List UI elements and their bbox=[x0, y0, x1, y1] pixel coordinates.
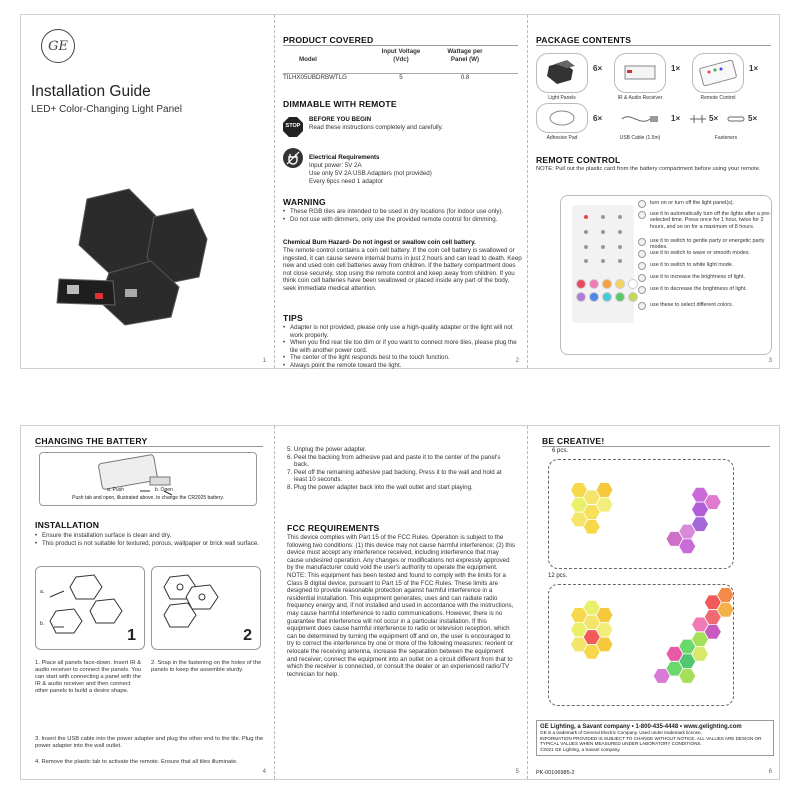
label-6pcs: 6 pcs. bbox=[552, 448, 569, 454]
steps-cont bbox=[287, 446, 515, 492]
panel-fcc bbox=[274, 426, 527, 779]
remote-desc-text: use it to automatically turn off the lights after a pre-selected time. Press once for 1 hour, twice for 2 hours, and so on for a maximum of 8 hours. bbox=[650, 211, 771, 230]
footer-info: INFORMATION PROVIDED IS SUBJECT TO CHANGE WITHOUT NOTICE. ALL VALUES ARE DESIGN OR TYPICAL VALUES WHEN MEASURED UNDER LABORATORY CONDITIONS. bbox=[540, 735, 762, 747]
remote-desc-item bbox=[638, 286, 772, 294]
remote-button-icon bbox=[638, 274, 646, 282]
step-item: 6. Peel the backing from adhesive pad and paste it to the center of the panel's back. bbox=[287, 453, 501, 469]
warning-item: • Do not use with dimmers, only use the provided remote control for dimming. bbox=[283, 216, 521, 224]
tip-item: • Always point the remote toward the light. bbox=[283, 362, 521, 370]
remote-desc-text: turn on or turn off the light panel(s). bbox=[650, 200, 735, 206]
remote-button-icon bbox=[638, 250, 646, 258]
remote-button-icon bbox=[638, 238, 646, 246]
stop-sign-text: STOP bbox=[285, 123, 301, 129]
color-swatch bbox=[576, 279, 586, 289]
footer-tm: GE is a trademark of General Electric Company. Used under trademark license. bbox=[540, 730, 702, 735]
page-number: 4 bbox=[262, 769, 266, 775]
product-heading: PRODUCT COVERED bbox=[283, 35, 374, 45]
hex-tile bbox=[666, 647, 683, 662]
remote-desc-item bbox=[638, 238, 772, 251]
adhesive-pad-box bbox=[536, 103, 588, 133]
warning-list bbox=[283, 208, 521, 223]
receiver-box bbox=[614, 53, 666, 93]
color-swatch bbox=[602, 292, 612, 302]
fcc-text: This device complies with Part 15 of the FCC Rules. Operation is subject to the following two conditions: (1) this device may not cause harmful interference; (2) this device must accept any interference received, including interference that may cause undesired operation. Any changes or modifications not expressly approved by the manufacturer could void the user's authority to operate the equipment. NOTE: This equipment has been tested and found to comply with the limits for a Class B digital device, pursuant to Part 15 of the FCC Rules. These limits are designed to provide reasonable protection against harmful interference in a residential installation. This equipment generates, uses and can radiate radio frequency energy and, if not installed and used in accordance with the instructions, may cause harmful interference to radio communications. However, there is no guarantee that interference will not occur in a particular installation. If this equipment does cause harmful interference to radio or television reception, which can be determined by turning the equipment off and on, the user is encouraged to try to correct the interference by one or more of the following measures: reorient or relocate the receiving antenna, increase the separation between the equipment and receiver, connect the equipment into an outlet on a circuit different from that to which the receiver is connected, or consult the dealer or an experienced radio/TV technician for help. bbox=[287, 534, 516, 678]
chem-text: The remote control contains a coin cell battery. If the coin cell battery is swallowed or ingested, it can cause severe internal burns in just 2 hours and can lead to death. Keep new and used coin cell batteries away from children. If the battery compartment does not close securely, stop using the remote control and keep away from children. If you think coin cell batteries have been swallowed or placed inside any part of the body, seek immediate medical attention. bbox=[283, 247, 522, 292]
fastener-icon bbox=[726, 113, 746, 125]
sheet-back bbox=[20, 425, 780, 780]
item-label: Fasteners bbox=[714, 135, 738, 141]
tip-item: • The center of the light responds best to the touch function. bbox=[283, 354, 521, 362]
cover-subtitle: LED+ Color-Changing Light Panel bbox=[31, 104, 182, 115]
label-12pcs: 12 pcs. bbox=[548, 573, 568, 579]
open-label: b. Open bbox=[155, 487, 173, 493]
page-number: 6 bbox=[768, 769, 772, 775]
hex-tile bbox=[679, 669, 696, 684]
qty: 5× bbox=[709, 114, 719, 123]
tips-list bbox=[283, 324, 521, 370]
divider bbox=[542, 446, 770, 447]
item-label: USB Cable (1.5m) bbox=[619, 135, 661, 141]
remote-button-icon bbox=[638, 262, 646, 270]
remote-desc-item bbox=[638, 200, 772, 208]
fcc-heading: FCC REQUIREMENTS bbox=[287, 523, 380, 533]
usb-cable-icon bbox=[620, 111, 660, 127]
warning-heading: WARNING bbox=[283, 197, 326, 207]
tips-heading: TIPS bbox=[283, 313, 303, 323]
ge-logo bbox=[41, 29, 75, 63]
elec-line: Use only 5V 2A USB Adapters (not provided) bbox=[309, 170, 432, 177]
tip-item: • Adapter is not provided, please only use a high-quality adapter or the light will not work properly. bbox=[283, 324, 521, 339]
install-heading: INSTALLATION bbox=[35, 520, 100, 530]
remote-desc-item bbox=[638, 302, 772, 310]
footer-box bbox=[536, 720, 774, 756]
hex-tile bbox=[692, 502, 709, 517]
remote-desc-item bbox=[638, 262, 772, 270]
remote-desc-item bbox=[638, 274, 772, 282]
step1-number: 1 bbox=[127, 627, 136, 644]
ge-logo-text: GE bbox=[48, 38, 68, 54]
item-label: Remote Control bbox=[700, 95, 736, 101]
elec-line: Every 6pcs need 1 adaptor bbox=[309, 178, 383, 185]
wattage-cell: 0.8 bbox=[460, 74, 470, 81]
model-cell: TILHX05UBDRBWTLG bbox=[283, 74, 347, 81]
qty: 6× bbox=[593, 114, 603, 123]
light-panels-box bbox=[536, 53, 588, 93]
step2-number: 2 bbox=[243, 627, 252, 644]
remote-box bbox=[692, 53, 744, 93]
col-voltage-header: Input Voltage (Vdc) bbox=[381, 48, 421, 63]
page-number: 2 bbox=[515, 358, 519, 364]
layout-6pcs-frame bbox=[548, 459, 734, 569]
qty: 1× bbox=[749, 64, 759, 73]
page-number: 5 bbox=[515, 769, 519, 775]
remote-desc-text: use it to decrease the brightness of light. bbox=[650, 286, 747, 292]
step2-figure bbox=[151, 566, 261, 650]
color-swatch bbox=[615, 279, 625, 289]
remote-desc-item bbox=[638, 211, 772, 230]
remote-heading: REMOTE CONTROL bbox=[536, 155, 621, 165]
fig-label-b: b. bbox=[40, 621, 45, 627]
voltage-cell: 5 bbox=[399, 74, 403, 81]
hex-tile bbox=[571, 512, 588, 527]
elec-line: Input power: 5V 2A bbox=[309, 162, 362, 169]
remote-button-icon bbox=[638, 302, 646, 310]
hex-tile bbox=[692, 517, 709, 532]
item-label: Adhesive Pad bbox=[546, 135, 578, 141]
step-item: 8. Plug the power adapter back into the wall outlet and start playing. bbox=[287, 483, 473, 491]
color-swatch bbox=[589, 279, 599, 289]
layout-6pcs bbox=[549, 460, 733, 568]
battery-heading: CHANGING THE BATTERY bbox=[35, 436, 148, 446]
step4-text: 4. Remove the plastic tab to activate the remote. Ensure that all tiles illuminate. bbox=[35, 759, 238, 765]
color-swatch bbox=[589, 292, 599, 302]
qty: 1× bbox=[671, 114, 681, 123]
page-number: 1 bbox=[262, 358, 266, 364]
panel-cover bbox=[21, 15, 274, 368]
panels-illustration bbox=[29, 177, 209, 327]
layout-12pcs-frame bbox=[548, 584, 734, 706]
page-number: 3 bbox=[768, 358, 772, 364]
chem-title: Chemical Burn Hazard- Do not ingest or swallow coin cell battery. bbox=[283, 239, 476, 246]
remote-desc-text: use it to increase the brightness of light. bbox=[650, 274, 745, 280]
color-swatch bbox=[628, 292, 638, 302]
color-swatch bbox=[615, 292, 625, 302]
layout-12pcs bbox=[549, 585, 733, 705]
col-model-header: Model bbox=[299, 56, 317, 63]
divider bbox=[35, 446, 263, 447]
panel-creative bbox=[527, 426, 780, 779]
fig-label-a: a. bbox=[40, 589, 45, 595]
item-label: Light Panels bbox=[548, 95, 576, 101]
remote-button-icon bbox=[638, 211, 646, 219]
plug-icon bbox=[283, 148, 303, 168]
footer-copy: ©2021 GE Lighting, a Savant company. bbox=[540, 746, 621, 752]
step2-text: 2. Snap in the fastening on the holes of the panels to keep the assemble sturdy. bbox=[151, 660, 262, 673]
step-item: 5. Unplug the power adapter. bbox=[287, 446, 367, 453]
footer-main: GE Lighting, a Savant company • 1-800-435-4448 • www.gelighting.com bbox=[540, 724, 742, 730]
color-swatch bbox=[628, 279, 638, 289]
remote-desc-text: use these to select different colors. bbox=[650, 302, 734, 308]
step3-text: 3. Insert the USB cable into the power adapter and plug the other end to the tile. Plug the power adapter into the wall outlet. bbox=[35, 736, 264, 749]
warning-item: • These RGB tiles are intended to be used in dry locations (for indoor use only). bbox=[283, 208, 521, 216]
dimmable-heading: DIMMABLE WITH REMOTE bbox=[283, 99, 397, 109]
hex-tile bbox=[692, 647, 709, 662]
part-number: PK-00106985-2 bbox=[536, 770, 575, 776]
qty: 5× bbox=[748, 114, 758, 123]
creative-heading: BE CREATIVE! bbox=[542, 436, 605, 446]
hex-tile bbox=[679, 539, 696, 554]
panel-product bbox=[274, 15, 527, 368]
tip-item: • When you find rear tile too dim or if you want to connect more tiles, please plug the tile with another power cord. bbox=[283, 339, 521, 354]
divider bbox=[536, 45, 771, 46]
step-item: 7. Peel off the remaining adhesive pad backing. Press it to the wall and hold at least 10 seconds. bbox=[287, 468, 502, 484]
hex-tile bbox=[704, 624, 721, 639]
battery-caption: Push tab and open, illustrated above, to change the CR2025 battery. bbox=[72, 495, 224, 501]
item-label: IR & Audio Receiver bbox=[617, 95, 663, 101]
package-heading: PACKAGE CONTENTS bbox=[536, 35, 632, 45]
remote-desc-text: use it to switch to gentle party or energetic party modes. bbox=[650, 238, 765, 251]
step1-text: 1. Place all panels face-down. Insert IR & audio receiver to connect the panels. You can start with connecting a panel with the IR & audio receiver and then connect other panels to build a desire shape. bbox=[35, 660, 142, 694]
remote-button-icon bbox=[638, 200, 646, 208]
install-list bbox=[35, 532, 265, 547]
divider bbox=[283, 45, 518, 46]
color-swatches bbox=[576, 279, 632, 302]
remote-desc-text: use it to switch to wave or smooth modes. bbox=[650, 250, 751, 256]
remote-button-icon bbox=[638, 286, 646, 294]
cover-title: Installation Guide bbox=[31, 83, 151, 100]
before-title: BEFORE YOU BEGIN bbox=[309, 116, 372, 123]
remote-image bbox=[572, 205, 634, 323]
panel-installation bbox=[21, 426, 274, 779]
color-swatch bbox=[602, 279, 612, 289]
qty: 6× bbox=[593, 64, 603, 73]
install-item: • This product is not suitable for textured, porous, wallpaper or brick wall surface. bbox=[35, 540, 265, 548]
hex-tile bbox=[596, 483, 613, 498]
qty: 1× bbox=[671, 64, 681, 73]
sheet-front bbox=[20, 14, 780, 369]
step1-figure bbox=[35, 566, 145, 650]
panel-package bbox=[527, 15, 780, 368]
install-item: • Ensure the installation surface is clean and dry. bbox=[35, 532, 265, 540]
before-text: Read these instructions completely and carefully. bbox=[309, 124, 444, 131]
color-swatch bbox=[576, 292, 586, 302]
push-label: a. Push bbox=[107, 487, 124, 493]
remote-desc-text: use it to switch to white light mode. bbox=[650, 262, 734, 268]
elec-title: Electrical Requirements bbox=[309, 154, 380, 161]
remote-note: NOTE: Pull out the plastic card from the battery compartment before using your remote. bbox=[536, 166, 761, 172]
col-wattage-header: Wattage per Panel (W) bbox=[447, 48, 483, 63]
stop-sign-icon bbox=[283, 117, 303, 137]
remote-desc-item bbox=[638, 250, 772, 258]
fastener-icon bbox=[688, 113, 708, 125]
